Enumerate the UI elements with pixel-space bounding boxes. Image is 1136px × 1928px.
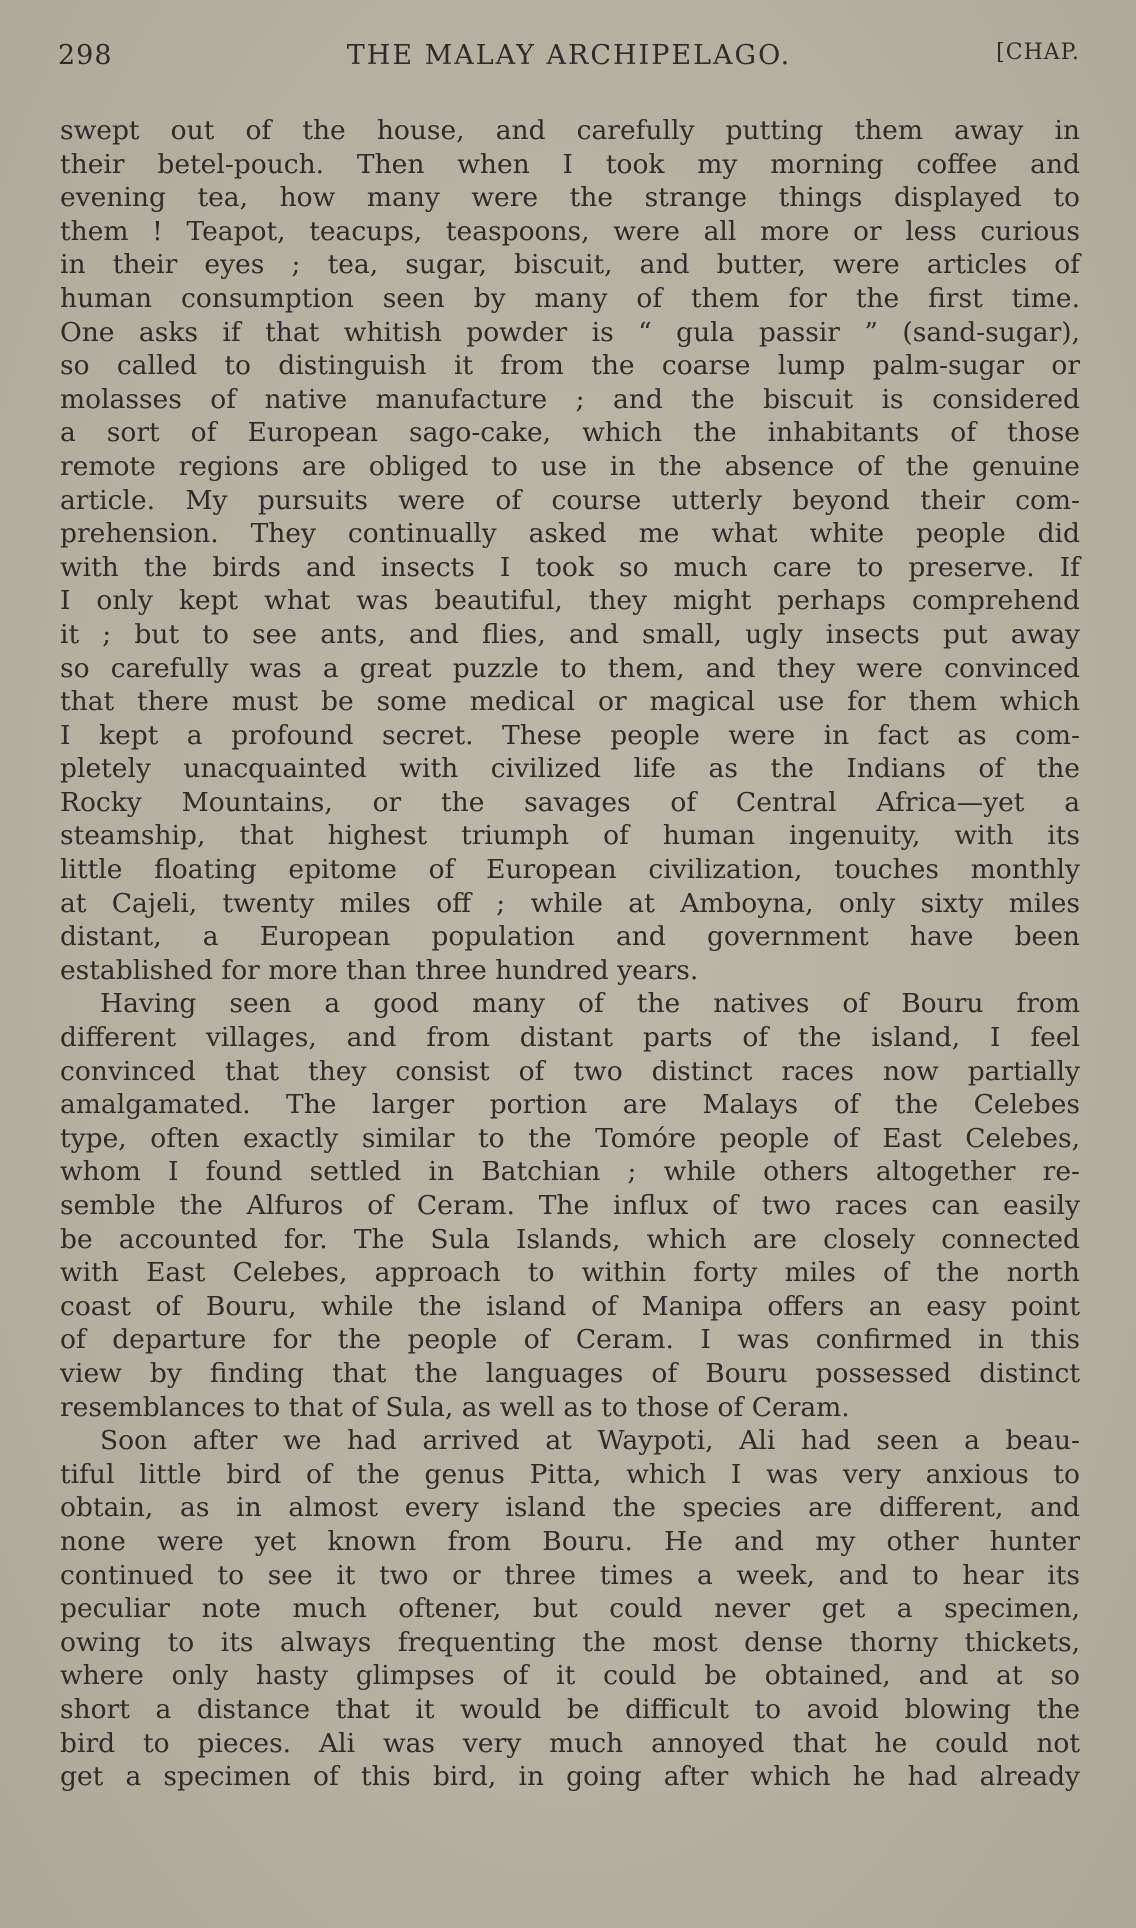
running-title: THE MALAY ARCHIPELAGO.: [346, 40, 792, 71]
text-line: convinced that they consist of two distinct races now partially: [60, 1055, 1080, 1087]
paragraph-end-line: established for more than three hundred years.: [60, 954, 699, 986]
text-line: evening tea, how many were the strange things displayed to: [60, 182, 1080, 214]
text-line: none were yet known from Bouru. He and my other hunter: [60, 1525, 1080, 1557]
text-line: coast of Bouru, while the island of Manipa offers an easy point: [60, 1290, 1080, 1322]
text-line: molasses of native manufacture ; and the biscuit is considered: [60, 383, 1080, 415]
text-line: where only hasty glimpses of it could be obtained, and at so: [60, 1660, 1080, 1692]
text-line: I kept a profound secret. These people were in fact as com-: [60, 719, 1080, 751]
text-line: it ; but to see ants, and flies, and small, ugly insects put away: [60, 618, 1080, 650]
text-line: little floating epitome of European civilization, touches monthly: [60, 854, 1080, 886]
text-line: whom I found settled in Batchian ; while others altogether re-: [60, 1156, 1080, 1188]
text-line: steamship, that highest triumph of human ingenuity, with its: [60, 820, 1080, 852]
text-line: human consumption seen by many of them for the first time.: [60, 282, 1080, 314]
paragraph-end-line: resemblances to that of Sula, as well as to those of Ceram.: [60, 1391, 850, 1423]
text-line: continued to see it two or three times a week, and to hear its: [60, 1559, 1080, 1591]
page-number: 298: [58, 40, 113, 71]
text-line: bird to pieces. Ali was very much annoyed that he could not: [60, 1727, 1080, 1759]
text-line: at Cajeli, twenty miles off ; while at Amboyna, only sixty miles: [60, 887, 1080, 919]
text-line: owing to its always frequenting the most dense thorny thickets,: [60, 1626, 1080, 1658]
text-line: semble the Alfuros of Ceram. The influx of two races can easily: [60, 1190, 1080, 1221]
text-line: type, often exactly similar to the Tomóre people of East Celebes,: [60, 1122, 1080, 1154]
text-line: a sort of European sago-cake, which the inhabitants of those: [60, 417, 1080, 449]
text-line: their betel-pouch. Then when I took my morning coffee and: [60, 148, 1080, 180]
text-line: short a distance that it would be difficult to avoid blowing the: [60, 1693, 1080, 1725]
text-line: article. My pursuits were of course utterly beyond their com-: [60, 484, 1080, 516]
text-line: be accounted for. The Sula Islands, which are closely connected: [60, 1223, 1080, 1255]
text-line: prehension. They continually asked me what white people did: [60, 518, 1080, 550]
running-head: [58, 40, 1080, 74]
text-line: remote regions are obliged to use in the absence of the genuine: [60, 450, 1080, 482]
text-line: in their eyes ; tea, sugar, biscuit, and butter, were articles of: [60, 249, 1080, 281]
paragraph-start-line: Soon after we had arrived at Waypoti, Ali had seen a beau-: [100, 1425, 1080, 1457]
text-line: of departure for the people of Ceram. I was confirmed in this: [60, 1324, 1080, 1356]
text-line: so carefully was a great puzzle to them, and they were convinced: [60, 652, 1080, 684]
text-line: I only kept what was beautiful, they might perhaps comprehend: [60, 585, 1080, 617]
text-line: tiful little bird of the genus Pitta, which I was very anxious to: [60, 1458, 1080, 1490]
text-line: different villages, and from distant parts of the island, I feel: [60, 1022, 1080, 1054]
text-line: swept out of the house, and carefully putting them away in: [60, 115, 1080, 146]
text-line: obtain, as in almost every island the species are different, and: [60, 1492, 1080, 1524]
text-line: with the birds and insects I took so much care to preserve. If: [60, 551, 1080, 583]
text-line: amalgamated. The larger portion are Malays of the Celebes: [60, 1089, 1080, 1121]
text-line: peculiar note much oftener, but could never get a specimen,: [60, 1593, 1080, 1625]
text-line: distant, a European population and government have been: [60, 921, 1080, 953]
text-line: that there must be some medical or magical use for them which: [60, 686, 1080, 718]
text-line: view by finding that the languages of Bouru possessed distinct: [60, 1357, 1080, 1389]
text-line: get a specimen of this bird, in going after which he had already: [60, 1761, 1080, 1793]
text-line: with East Celebes, approach to within forty miles of the north: [60, 1257, 1080, 1289]
text-line: One asks if that whitish powder is “ gula passir ” (sand-sugar),: [60, 316, 1080, 348]
text-line: them ! Teapot, teacups, teaspoons, were all more or less curious: [60, 215, 1080, 247]
paragraph-start-line: Having seen a good many of the natives of Bouru from: [100, 988, 1080, 1020]
chapter-label: [CHAP.: [996, 40, 1080, 65]
text-line: so called to distinguish it from the coarse lump palm-sugar or: [60, 350, 1080, 382]
text-line: pletely unacquainted with civilized life as the Indians of the: [60, 753, 1080, 785]
body-text: [60, 114, 1080, 1794]
text-line: Rocky Mountains, or the savages of Central Africa—yet a: [60, 786, 1080, 818]
